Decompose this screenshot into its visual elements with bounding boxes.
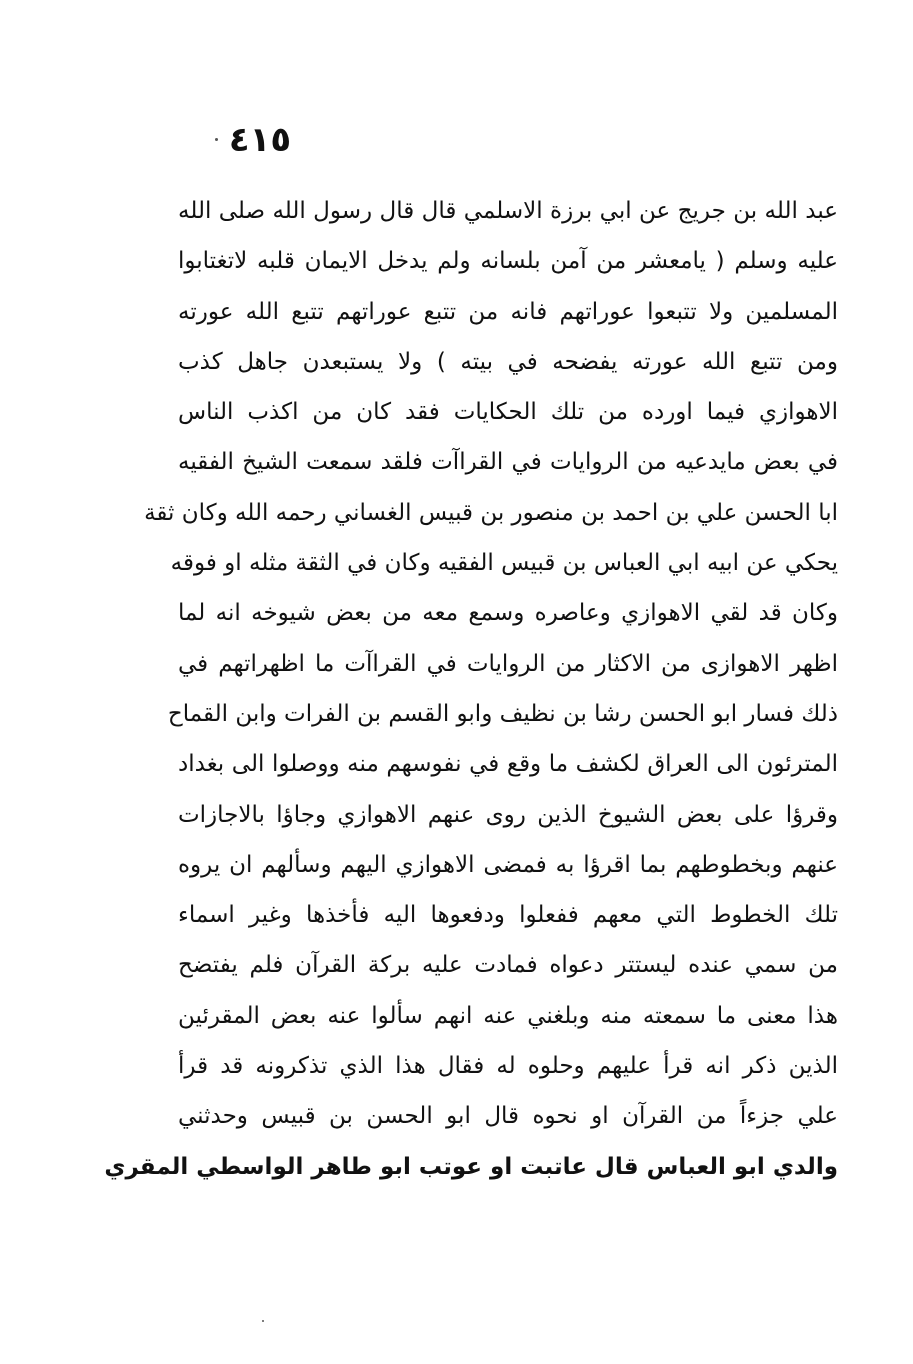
text-line-14: عنهم وبخطوطهم بما اقرؤا به فمضى الاهوازي اليهم وسألهم ان يروه	[178, 851, 838, 878]
text-line-1: عبد الله بن جريج عن ابي برزة الاسلمي قال قال رسول الله صلى الله	[178, 198, 838, 224]
text-line-9: وكان قد لقي الاهوازي وعاصره وسمع معه من بعض شيوخه انه لما	[178, 600, 838, 627]
text-line-15: تلك الخطوط التي معهم ففعلوا ودفعوها اليه فأخذها وغير اسماء	[178, 902, 838, 929]
text-line-11: ذلك فسار ابو الحسن رشا بن نظيف وابو القسم بن الفرات وابن القماح	[167, 700, 838, 727]
text-line-10: اظهر الاهوازى من الاكثار من الروايات في القراآت ما اظهراتهم في	[178, 650, 838, 677]
text-line-4: ومن تتبع الله عورته يفضحه في بيته ) ولا يستبعدن جاهل كذب	[178, 348, 838, 375]
text-line-16: من سمي عنده ليستتر دعواه فمادت عليه بركة القرآن فلم يفتضح	[178, 952, 838, 979]
text-line-18: الذين ذكر انه قرأ عليهم وحلوه له فقال هذا الذي تذكرونه قد قرأ	[178, 1053, 838, 1080]
text-line-13: وقرؤا على بعض الشيوخ الذين روى عنهم الاهوازي وجاؤا بالاجازات	[178, 801, 838, 828]
page-number: ٤١٥	[228, 120, 292, 160]
text-line-8: يحكي عن ابيه ابي العباس بن قبيس الفقيه وكان في الثقة مثله او فوقه	[170, 550, 838, 577]
text-line-19: علي جزءاً من القرآن او نحوه قال ابو الحسن بن قبيس وحدثني	[178, 1103, 838, 1130]
text-line-12: المترئون الى العراق لكشف ما وقع في نفوسهم منه ووصلوا الى بغداد	[178, 751, 838, 778]
text-line-7: ابا الحسن علي بن احمد بن منصور بن قبيس الغساني رحمه الله وكان ثقة	[144, 499, 838, 526]
text-line-6: في بعض مايدعيه من الروايات في القراآت فلقد سمعت الشيخ الفقيه	[178, 449, 838, 476]
text-line-5: الاهوازي فيما اورده من تلك الحكايات فقد كان من اكذب الناس	[178, 399, 838, 426]
text-line-17: هذا معنى ما سمعته منه وبلغني عنه انهم سألوا عنه بعض المقرئين	[178, 1002, 838, 1029]
text-line-3: المسلمين ولا تتبعوا عوراتهم فانه من تتبع عوراتهم تتبع الله عورته	[178, 298, 838, 325]
text-line-20: والدي ابو العباس قال عاتبت او عوتب ابو طاهر الواسطي المقري	[104, 1153, 838, 1180]
ink-speck	[215, 138, 218, 141]
body-text	[104, 186, 838, 1192]
ink-speck	[262, 1320, 264, 1322]
text-line-2: عليه وسلم ( يامعشر من آمن بلسانه ولم يدخل الايمان قلبه لاتغتابوا	[178, 248, 838, 275]
